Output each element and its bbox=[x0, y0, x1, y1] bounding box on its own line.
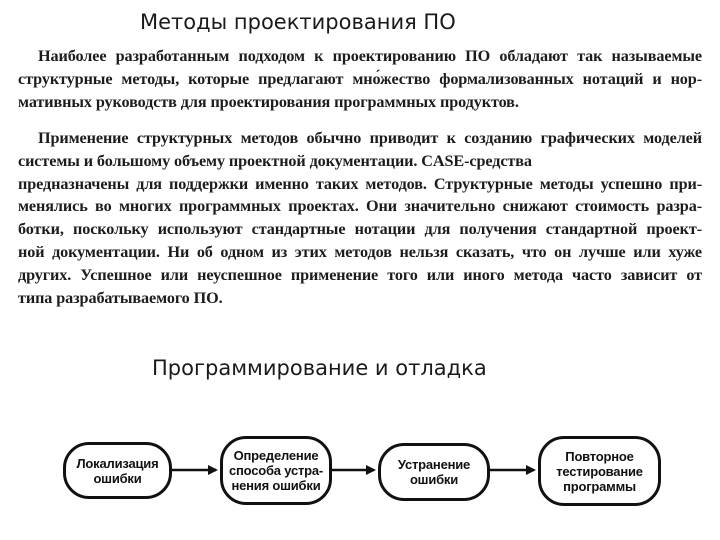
text-line: ной документации. Ни об одном из этих методов нельзя сказать, что он лучше или хуже bbox=[18, 242, 702, 261]
flow-step-determine-fix bbox=[220, 436, 332, 505]
flow-step-fix-error bbox=[378, 443, 490, 501]
text-line: Наиболее разработанным подходом к проектированию ПО обладают так называемые bbox=[38, 47, 702, 65]
text-line: системы и большому объему проектной документации. CASE-средства bbox=[18, 151, 532, 170]
section-title-design-methods: Методы проектирования ПО bbox=[140, 10, 456, 34]
text-line: предназначены для поддержки именно таких методов. Структурные методы успешно при- bbox=[18, 174, 702, 193]
text-line: Применение структурных методов обычно приводит к созданию графических моделей bbox=[38, 129, 702, 147]
flow-step-label: Локализация ошибки bbox=[76, 455, 159, 486]
flow-step-label: Определение способа устра- нения ошибки bbox=[228, 448, 324, 493]
text-line: структурные методы, которые предлагают мно́жество формализованных нотаций и нор- bbox=[18, 69, 702, 88]
text-line: мативных руководств для проектирования программных продуктов. bbox=[18, 92, 519, 111]
flow-step-label: Устранение ошибки bbox=[397, 457, 471, 487]
text-line: менялись во многих программных проектах. Они значительно снижают стоимость разра- bbox=[18, 197, 702, 216]
flow-step-retest-program bbox=[538, 436, 661, 506]
text-line: типа разрабатываемого ПО. bbox=[18, 288, 223, 307]
flow-step-localize-error bbox=[63, 442, 172, 499]
flow-step-label: Повторное тестирование программы bbox=[556, 448, 643, 494]
paragraph-case-tools bbox=[18, 127, 702, 309]
paragraph-structural-methods bbox=[18, 45, 702, 113]
text-line: ботки, поскольку используют стандартные нотации для получения стандартной проект- bbox=[18, 220, 702, 239]
section-title-programming-debugging: Программирование и отладка bbox=[152, 356, 487, 380]
text-line: других. Успешное или неуспешное применение того или иного метода часто зависит от bbox=[18, 265, 702, 284]
